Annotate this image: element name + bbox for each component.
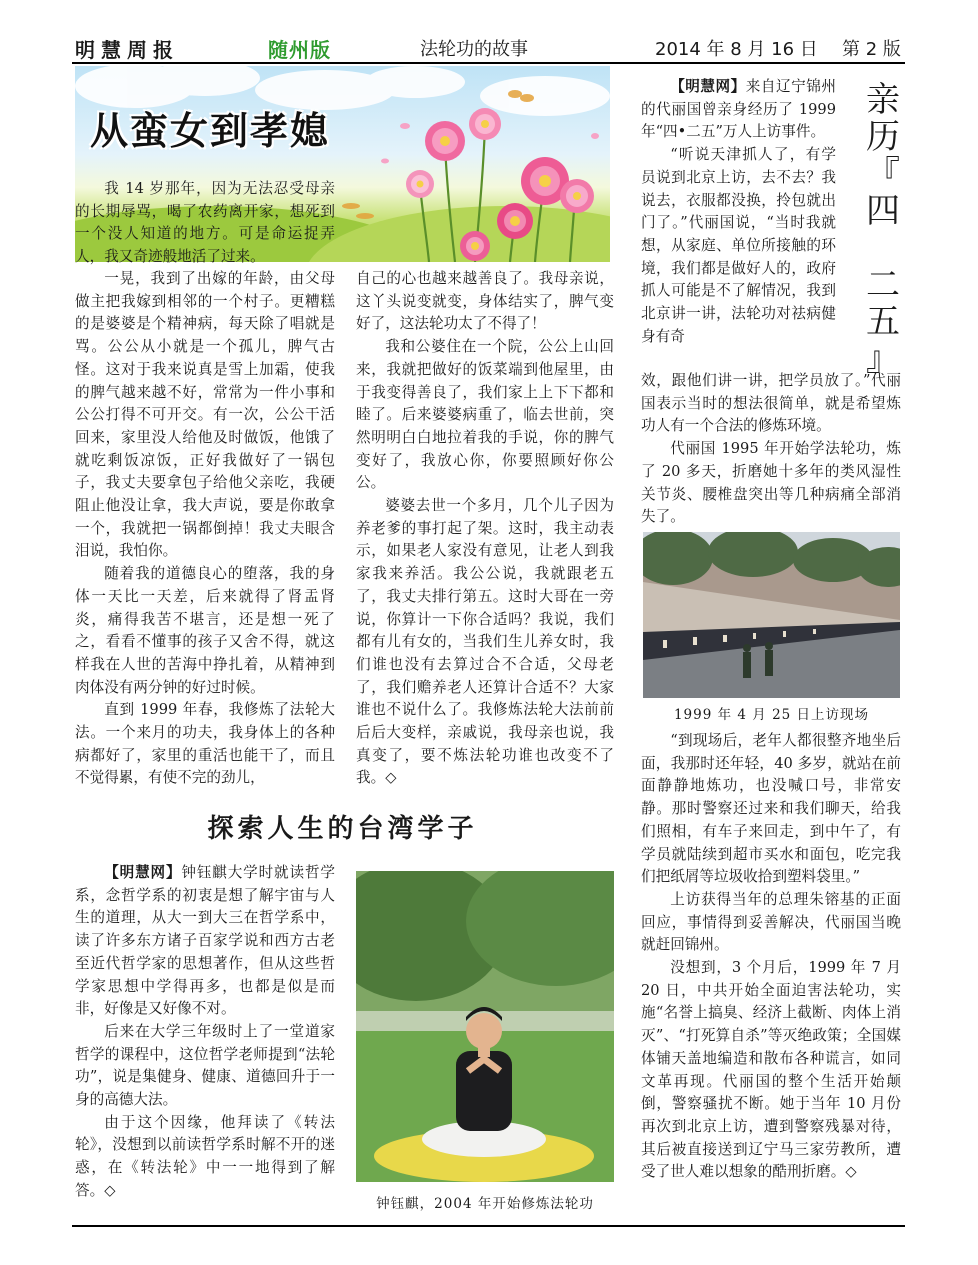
body-paragraph: 上访获得当年的总理朱镕基的正面回应，事情得到妥善解决，代丽国当晚就赶回锦州。: [641, 890, 901, 954]
vertical-article-title: [863, 82, 903, 378]
article-title: 从蛮女到孝媳: [90, 108, 331, 153]
lead-paragraph: 我 14 岁那年，因为无法忍受母亲的长期辱骂，喝了农药离开家，想死到一个没人知道的地方。可是命运捉弄人，我又奇迹般地活了过来。: [75, 180, 335, 266]
issue-date: 2014 年 8 月 16 日: [655, 39, 818, 60]
body-paragraph: 效，跟他们讲一讲，把学员放了。”代丽国表示当时的想法很简单，就是希望炼功人有一个合法的修炼环境。: [641, 372, 901, 435]
body-paragraph: 代丽国 1995 年开始学法轮功，炼了 20 多天，折磨她十多年的类风湿性关节炎、腰椎盘突出等几种病痛全部消失了。: [641, 440, 901, 526]
publication-name: 明慧周报: [75, 38, 179, 62]
page-number: 第 2 版: [842, 39, 901, 60]
body-paragraph: 自己的心也越来越善良了。我母亲说，这丫头说变就变，身体结实了，脾气变好了，这法轮功太了不得了！: [356, 270, 614, 333]
footer-rule: [72, 1225, 905, 1227]
body-paragraph: 一晃，我到了出嫁的年龄，由父母做主把我嫁到相邻的一个村子。更糟糕的是婆婆是个精神病，每天除了唱就是骂。公公从小就是一个孤儿，脾气古怪。这对于我来说真是雪上加霜，使我的脾气越来越不好，常常为一件小事和公公打得不可开交。有一次，公公干活回来，家里没人给他及时做饭，他饿了就吃剩饭凉饭，正好我做好了一锅包子，我丈夫要拿包子给他父亲吃，我硬阻止他没让拿，我大声说，要是你敢拿一个，我就把一锅都倒掉！我丈夫眼含泪说，我怕你。: [75, 270, 335, 560]
photo-caption: 1999 年 4 月 25 日上访现场: [673, 707, 870, 723]
body-paragraph: 钟钰麒大学时就读哲学系，念哲学系的初衷是想了解宇宙与人生的道理，从大一到大三在哲学系中，读了许多东方诸子百家学说和西方古老至近代哲学家的思想著作，但从这些哲学家思想中学得再多，也都是似是而非，好像是又好像不对。: [75, 864, 335, 1018]
body-paragraph: “听说天津抓人了，有学员说到北京上访，去不去？我说去，衣服都没换，拎包就出门了。”代丽国说，“当时我就想，从家庭、单位所接触的环境，我们都是做好人的，政府抓人可能是不了解情况，我到北京讲一讲，法轮功对祛病健身有奇: [641, 146, 836, 345]
title-char: 五: [866, 302, 900, 342]
body-paragraph: 后来在大学三年级时上了一堂道家哲学的课程中，这位哲学老师提到“法轮功”，说是集健身、健康、道德回升于一身的高德大法。: [75, 1022, 335, 1109]
article-continuation: [641, 370, 901, 529]
title-char: 『: [866, 154, 900, 194]
edition-name: 随州版: [268, 38, 331, 62]
title-char: 历: [866, 117, 900, 157]
article-column-left: [75, 268, 335, 790]
article-continuation-lower: [641, 730, 901, 1184]
body-paragraph: 由于这个因缘，他拜读了《转法轮》，没想到以前读哲学系时解不开的迷惑，在《转法轮》中一一地得到了解答。◇: [75, 1113, 335, 1199]
meditation-photo: [356, 871, 614, 1182]
section-title: 法轮功的故事: [420, 39, 528, 60]
title-char: 』: [866, 339, 900, 379]
article-intro: [641, 76, 836, 348]
intro-text: 来自辽宁锦州的代丽国曾亲身经历了 1999 年“四•二五”万人上访事件。: [641, 78, 836, 141]
article-body: [75, 862, 335, 1203]
crowd-photo: [643, 532, 900, 698]
article-lead: [75, 178, 335, 269]
body-paragraph: “到现场后，老年人都很整齐地坐后面，我那时还年轻，40 多岁，就站在前面静静地炼功，也没喊口号，非常安静。那时警察还过来和我们聊天，给我们照相，有车子来回走，到中午了，有学员就陆续到超市买水和面包，吃完我们把纸屑等垃圾收拾到塑料袋里。”: [641, 732, 901, 886]
header-rule: [72, 62, 905, 64]
title-char: [863, 230, 903, 267]
article-title: 探索人生的台湾学子: [207, 814, 478, 844]
body-paragraph: 没想到，3 个月后，1999 年 7 月 20 日，中共开始全面迫害法轮功，实施“名誉上搞臭、经济上截断、肉体上消灭”、“打死算自杀”等灭绝政策；全国媒体铺天盖地编造和散布各种谎言，如同文革再现。代丽国的整个生活开始颠倒，警察骚扰不断。她于当年 10 月份再次到北京上访，遭到警察残暴对待，其后被直接送到辽宁马三家劳教所，遭受了世人难以想象的酷刑折磨。◇: [641, 959, 901, 1181]
body-paragraph: 直到 1999 年春，我修炼了法轮大法。一个来月的功夫，我身体上的各种病都好了，家里的重活也能干了，而且不觉得累，有使不完的劲儿，: [75, 701, 335, 787]
body-paragraph: 随着我的道德良心的堕落，我的身体一天比一天差，后来就得了肾盂肾炎，痛得我苦不堪言，还是想一死了之，看看不懂事的孩子又舍不得，就这样我在人世的苦海中挣扎着，从精神到肉体没有两分钟的好过时候。: [75, 565, 335, 696]
title-char: 二: [866, 265, 900, 305]
body-paragraph: 我和公婆住在一个院，公公上山回来，我就把做好的饭菜端到他屋里，由于我变得善良了，我们家上上下下都和睦了。后来婆婆病重了，临去世前，突然明明白白地拉着我的手说，你的脾气变好了，我放心你，你要照顾好你公公。: [356, 338, 614, 492]
source-tag: 【明慧网】: [670, 78, 746, 95]
body-paragraph: 婆婆去世一个多月，几个儿子因为养老爹的事打起了架。这时，我主动表示，如果老人家没有意见，让老人到我家我来养活。我公公说，我就跟老五了，我丈夫排行第五。这时大哥在一旁说，你算计一下你合适吗？我说，我们都有儿有女的，当我们生儿养女时，我们谁也没有去算过合不合适，父母老了，我们赡养老人还算计合适不？大家谁也不说什么了。我修炼法轮大法前前后后大变样，亲戚说，我母亲也说，我真变了，要不炼法轮功谁也改变不了我。◇: [356, 497, 614, 787]
title-char: 四: [866, 191, 900, 231]
title-char: 亲: [866, 80, 900, 120]
source-tag: 【明慧网】: [104, 864, 182, 881]
article-column-right: [356, 268, 614, 790]
photo-caption: 钟钰麒，2004 年开始修炼法轮功: [376, 1196, 594, 1212]
